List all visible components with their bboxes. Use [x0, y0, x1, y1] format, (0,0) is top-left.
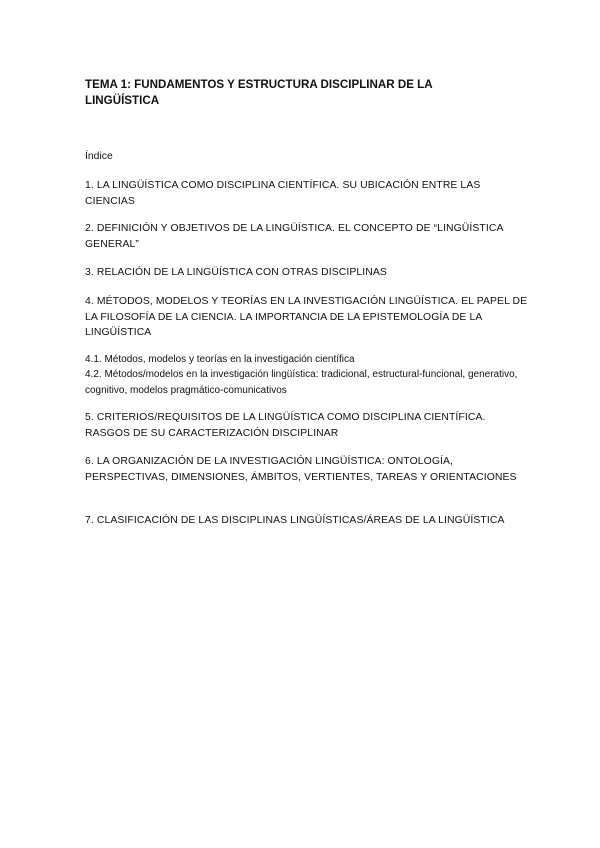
index-entry-5: 5. CRITERIOS/REQUISITOS DE LA LINGÜÍSTICA COMO DISCIPLINA CIENTÍFICA. RASGOS DE SU CARACTERIZACIÓN DISCIPLINAR [85, 412, 486, 439]
index-entry-4: 4. MÉTODOS, MODELOS Y TEORÍAS EN LA INVESTIGACIÓN LINGÜÍSTICA. EL PAPEL DE LA FILOSOFÍA DE LA CIENCIA. LA IMPORTANCIA DE LA EPISTEMOLOGÍA DE LA LINGÜÍSTICA [85, 296, 528, 338]
document-title: TEMA 1: FUNDAMENTOS Y ESTRUCTURA DISCIPLINAR DE LA LINGÜÍSTICA [85, 78, 433, 107]
index-subentry-4-1: 4.1. Métodos, modelos y teorías en la investigación científica [85, 354, 355, 365]
index-subentry-4-2: 4.2. Métodos/modelos en la investigación lingüística: tradicional, estructural-funcional, generativo, cognitivo, modelos pragmático-comunicativos [85, 369, 518, 396]
index-entry-3: 3. RELACIÓN DE LA LINGÜÍSTICA CON OTRAS DISCIPLINAS [85, 267, 387, 278]
index-entry-6: 6. LA ORGANIZACIÓN DE LA INVESTIGACIÓN LINGÜÍSTICA: ONTOLOGÍA, PERSPECTIVAS, DIMENSIONES, ÁMBITOS, VERTIENTES, TAREAS Y ORIENTACIONES [85, 456, 517, 483]
index-heading: Índice [85, 151, 113, 162]
index-entry-7: 7. CLASIFICACIÓN DE LAS DISCIPLINAS LINGÜÍSTICAS/ÁREAS DE LA LINGÜÍSTICA [85, 515, 505, 526]
index-entry-1: 1. LA LINGÜÍSTICA COMO DISCIPLINA CIENTÍFICA. SU UBICACIÓN ENTRE LAS CIENCIAS [85, 180, 481, 207]
index-entry-2: 2. DEFINICIÓN Y OBJETIVOS DE LA LINGÜÍSTICA. EL CONCEPTO DE “LINGÜÍSTICA GENERAL” [85, 223, 503, 250]
